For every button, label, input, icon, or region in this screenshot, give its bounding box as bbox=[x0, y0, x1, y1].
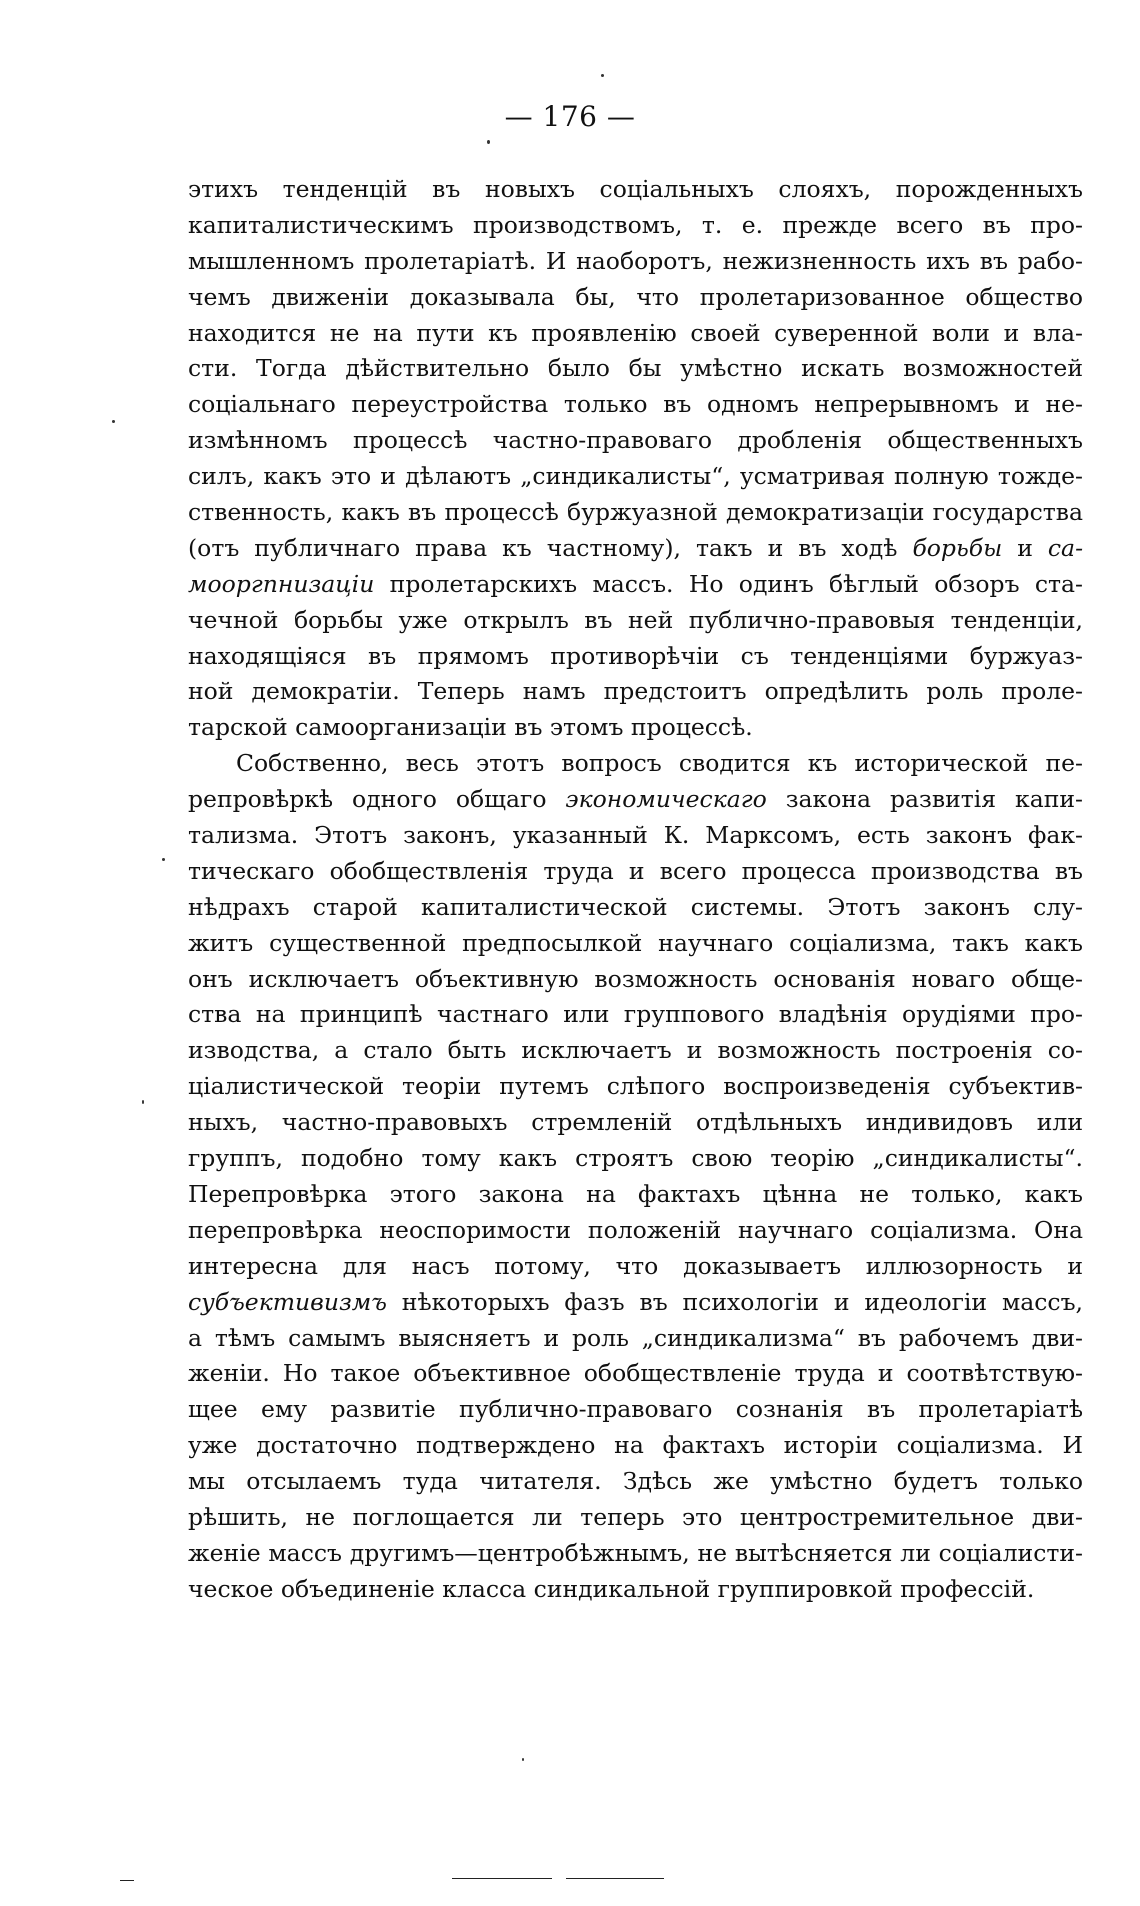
scan-speck bbox=[162, 858, 165, 861]
text-line: тарской самоорганизаціи въ этомъ процессѣ. bbox=[188, 713, 753, 742]
text-line: ства на принципѣ частнаго или группового владѣнія орудіями про- bbox=[188, 1000, 1083, 1029]
text-line: изводства, а стало быть исключаетъ и возможность построенія со- bbox=[188, 1036, 1083, 1065]
text-line: ціалистической теоріи путемъ слѣпого воспроизведенія субъектив- bbox=[188, 1072, 1083, 1101]
text-line: силъ, какъ это и дѣлаютъ „синдикалисты“, усматривая полную тожде- bbox=[188, 462, 1083, 491]
italic-word: субъективизмъ bbox=[188, 1287, 387, 1316]
text-line: субъективизмъ нѣкоторыхъ фазъ въ психологіи и идеологіи массъ, bbox=[188, 1287, 1083, 1316]
text-line: этихъ тенденцій въ новыхъ соціальныхъ слояхъ, порожденныхъ bbox=[188, 175, 1083, 203]
text-line: чечной борьбы уже открылъ въ ней публично-правовыя тенденціи, bbox=[188, 605, 1083, 634]
text-line: перепровѣрка неоспоримости положеній научнаго соціализма. Она bbox=[188, 1215, 1083, 1244]
text-line: мышленномъ пролетаріатѣ. И наоборотъ, нежизненность ихъ въ рабо- bbox=[188, 246, 1083, 275]
text-line: ческое объединеніе класса синдикальной группировкой профессій. bbox=[188, 1574, 1035, 1603]
text-line: женіи. Но такое объективное обобществленіе труда и соотвѣтствую- bbox=[188, 1359, 1083, 1388]
text-line: (отъ публичнаго права къ частному), такъ и въ ходѣ борьбы и са- bbox=[188, 533, 1083, 562]
italic-word: борьбы bbox=[912, 533, 1003, 562]
text-line: интересна для насъ потому, что доказываетъ иллюзорность и bbox=[188, 1251, 1083, 1280]
text-line: сти. Тогда дѣйствительно было бы умѣстно искать возможностей bbox=[188, 354, 1083, 383]
text-line: репровѣркѣ одного общаго экономическаго закона развитія капи- bbox=[188, 785, 1083, 814]
text-line: капиталистическимъ производствомъ, т. е. прежде всего въ про- bbox=[188, 210, 1083, 239]
italic-word: са- bbox=[1047, 533, 1083, 562]
text-line: житъ существенной предпосылкой научнаго соціализма, такъ какъ bbox=[188, 928, 1083, 957]
text-line: Перепровѣрка этого закона на фактахъ цѣнна не только, какъ bbox=[188, 1179, 1083, 1208]
text-line: ственность, какъ въ процессѣ буржуазной демократизаціи государства bbox=[188, 498, 1083, 527]
bottom-rule bbox=[120, 1880, 134, 1881]
text-line: уже достаточно подтверждено на фактахъ исторіи соціализма. И bbox=[188, 1431, 1083, 1460]
italic-word: экономическаго bbox=[565, 785, 767, 814]
text-line: группъ, подобно тому какъ строятъ свою теорію „синдикалисты“. bbox=[188, 1144, 1083, 1173]
text-line: измѣнномъ процессѣ частно-правоваго дробленія общественныхъ bbox=[188, 426, 1083, 455]
scan-speck bbox=[601, 74, 604, 77]
text-line: ныхъ, частно-правовыхъ стремленій отдѣльныхъ индивидовъ или bbox=[188, 1108, 1083, 1137]
scan-speck bbox=[112, 420, 115, 423]
paragraph-2 bbox=[188, 746, 1083, 1607]
text-line: тическаго обобществленія труда и всего процесса производства въ bbox=[188, 856, 1083, 885]
scan-speck bbox=[487, 140, 490, 144]
paragraph-1 bbox=[188, 172, 1083, 746]
text-line: чемъ движеніи доказывала бы, что пролетаризованное общество bbox=[188, 282, 1083, 311]
text-line: ной демократіи. Теперь намъ предстоитъ опредѣлить роль проле- bbox=[188, 677, 1083, 706]
text-line: мы отсылаемъ туда читателя. Здѣсь же умѣстно будетъ только bbox=[188, 1467, 1083, 1496]
text-line: нѣдрахъ старой капиталистической системы. Этотъ законъ слу- bbox=[188, 892, 1083, 921]
text-line: тализма. Этотъ законъ, указанный К. Марксомъ, есть законъ фак- bbox=[188, 821, 1083, 850]
scan-speck bbox=[522, 1758, 524, 1761]
text-line: Собственно, весь этотъ вопросъ сводится къ исторической пе- bbox=[236, 749, 1083, 778]
text-line: щее ему развитіе публично-правоваго сознанія въ пролетаріатѣ bbox=[188, 1395, 1083, 1424]
scan-speck bbox=[142, 1100, 144, 1104]
page-number: — 176 — bbox=[504, 100, 636, 133]
text-line: соціальнаго переустройства только въ одномъ непрерывномъ и не- bbox=[188, 390, 1083, 419]
text-line: онъ исключаетъ объективную возможность основанія новаго обще- bbox=[188, 964, 1083, 993]
text-line: мооргпнизаціи пролетарскихъ массъ. Но одинъ бѣглый обзоръ ста- bbox=[188, 569, 1083, 598]
bottom-rule bbox=[566, 1878, 664, 1879]
text-line: а тѣмъ самымъ выясняетъ и роль „синдикализма“ въ рабочемъ дви- bbox=[188, 1323, 1083, 1352]
italic-word: мооргпнизаціи bbox=[188, 569, 375, 598]
body-text bbox=[188, 172, 1083, 1608]
text-line: находится не на пути къ проявленію своей суверенной воли и вла- bbox=[188, 318, 1083, 347]
text-line: рѣшить, не поглощается ли теперь это центростремительное дви- bbox=[188, 1502, 1083, 1531]
text-line: женіе массъ другимъ—центробѣжнымъ, не вытѣсняется ли соціалисти- bbox=[188, 1538, 1083, 1567]
text-line: находящіяся въ прямомъ противорѣчіи съ тенденціями буржуаз- bbox=[188, 641, 1083, 670]
bottom-rule bbox=[452, 1878, 552, 1879]
